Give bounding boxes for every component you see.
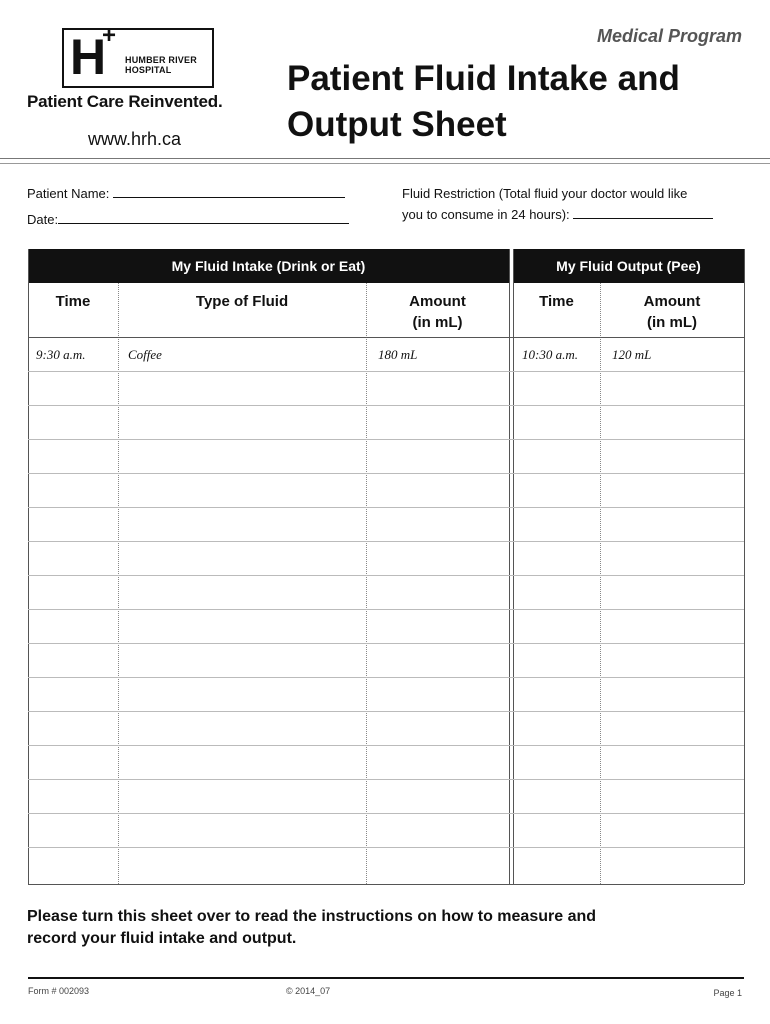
row-line — [28, 473, 744, 474]
row-line — [28, 371, 744, 372]
page-number: Page 1 — [713, 988, 742, 998]
tagline: Patient Care Reinvented. — [27, 92, 223, 111]
row-line — [28, 745, 744, 746]
row-line — [28, 439, 744, 440]
form-number: Form # 002093 — [28, 986, 90, 996]
row-line — [28, 643, 744, 644]
column-line — [366, 283, 367, 884]
col-intake-time: Time — [55, 293, 91, 310]
patient-name-label: Patient Name: — [27, 186, 110, 201]
fluid-restriction-label: you to consume in 24 hours): — [402, 207, 570, 222]
date-label: Date: — [27, 212, 59, 227]
section-divider-left — [509, 249, 510, 884]
output-header: My Fluid Output (Pee) — [513, 249, 744, 283]
row-line — [28, 711, 744, 712]
example-output-amount[interactable]: 120 mL — [612, 347, 652, 362]
footer-rule — [28, 977, 744, 979]
date-line[interactable] — [58, 212, 349, 224]
page-title: Patient Fluid Intake and Output Sheet — [287, 59, 680, 144]
copyright: © 2014_07 — [286, 986, 331, 996]
patient-name-field[interactable] — [27, 186, 345, 201]
col-fluid-type: Type of Fluid — [195, 293, 289, 310]
patient-name-line[interactable] — [113, 186, 345, 198]
logo-plus: + — [102, 22, 117, 49]
row-line — [28, 677, 744, 678]
col-intake-amount: Amount (in mL) — [409, 293, 466, 331]
example-fluid-type[interactable]: Coffee — [128, 347, 162, 362]
header-rule-secondary — [0, 163, 770, 164]
row-line — [28, 541, 744, 542]
row-line — [28, 609, 744, 610]
logo-hospital-name: HUMBER RIVER HOSPITAL — [125, 55, 197, 75]
fluid-table — [28, 249, 744, 884]
table-border-bottom — [28, 884, 744, 885]
website: www.hrh.ca — [88, 129, 182, 149]
row-line — [28, 507, 744, 508]
row-line — [28, 813, 744, 814]
program-name: Medical Program — [596, 26, 742, 46]
section-divider-right — [513, 249, 514, 884]
column-line — [118, 283, 119, 884]
table-border-left — [28, 249, 29, 884]
date-field[interactable] — [27, 212, 349, 227]
instructions-note: Please turn this sheet over to read the instructions on how to measure and record your fluid intake and output. — [27, 908, 597, 947]
table-border-right — [744, 249, 745, 884]
col-output-time: Time — [539, 293, 574, 310]
row-line — [28, 405, 744, 406]
header-bottom-line — [28, 337, 744, 338]
col-output-amount: Amount (in mL) — [643, 293, 701, 331]
row-line — [28, 575, 744, 576]
intake-header: My Fluid Intake (Drink or Eat) — [28, 249, 509, 283]
fluid-restriction-text: Fluid Restriction (Total fluid your doctor would like — [402, 186, 688, 201]
fluid-restriction-line[interactable] — [573, 207, 713, 219]
logo-letter: H — [70, 29, 107, 85]
row-line — [28, 779, 744, 780]
row-line — [28, 847, 744, 848]
example-output-time[interactable]: 10:30 a.m. — [522, 347, 578, 362]
fluid-restriction-field[interactable] — [402, 207, 713, 222]
header-rule — [0, 158, 770, 159]
column-line — [600, 283, 601, 884]
example-intake-time[interactable]: 9:30 a.m. — [36, 347, 86, 362]
example-intake-amount[interactable]: 180 mL — [378, 347, 418, 362]
